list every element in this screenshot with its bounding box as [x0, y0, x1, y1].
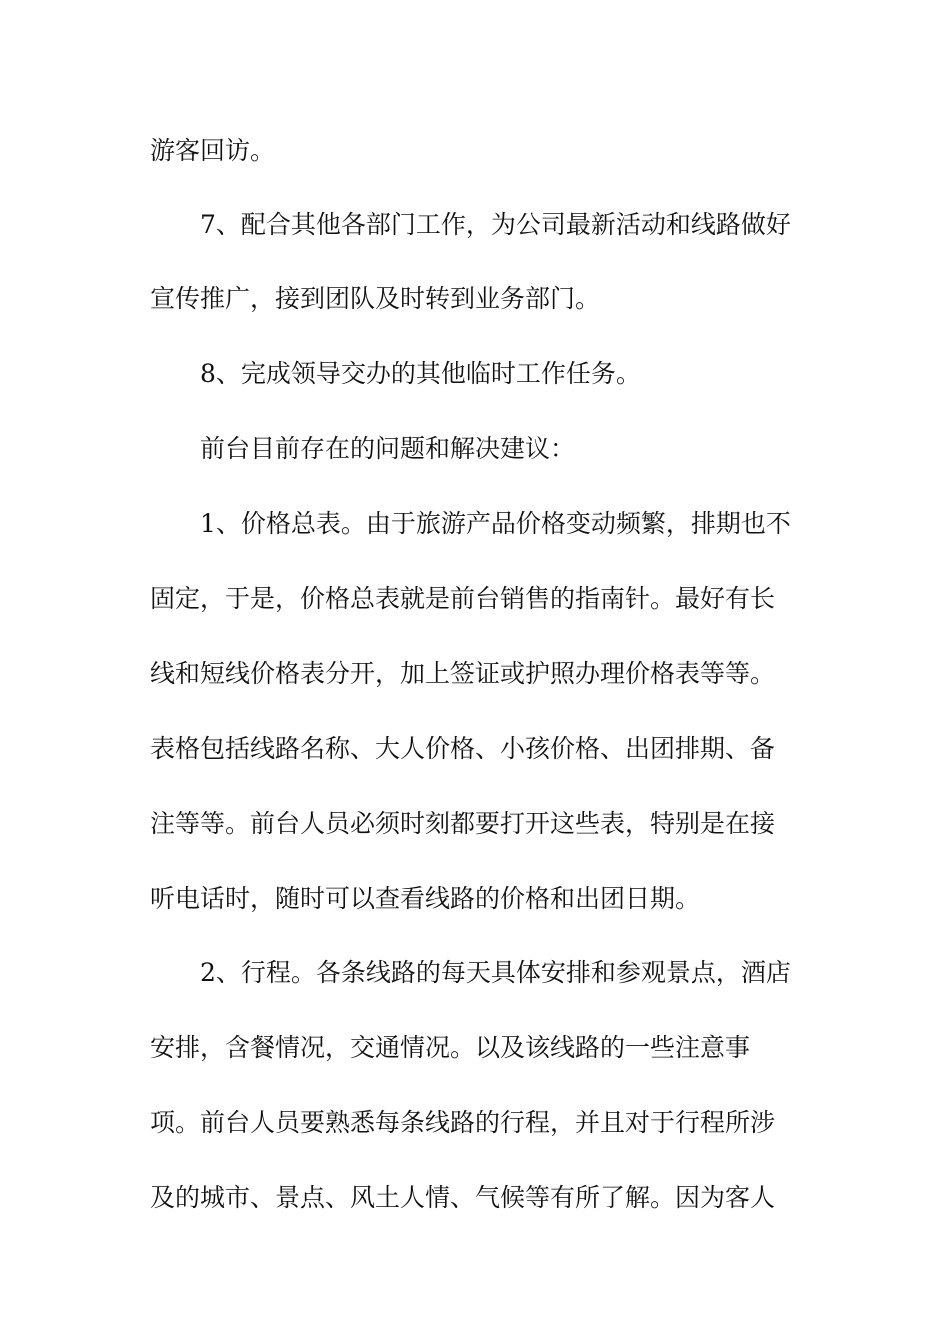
text-line: 线和短线价格表分开，加上签证或护照办理价格表等等。 [150, 659, 776, 688]
text-line: 前台目前存在的问题和解决建议： [200, 434, 576, 463]
text-line: 听电话时，随时可以查看线路的价格和出团日期。 [150, 884, 701, 913]
text-line: 游客回访。 [150, 136, 276, 165]
text-line: 安排，含餐情况，交通情况。以及该线路的一些注意事 [150, 1033, 751, 1062]
text-line: 表格包括线路名称、大人价格、小孩价格、出团排期、备 [150, 734, 776, 763]
text-line: 7、配合其他各部门工作，为公司最新活动和线路做好 [200, 210, 791, 239]
text-line: 2、行程。各条线路的每天具体安排和参观景点，酒店 [200, 958, 791, 987]
text-line: 固定，于是，价格总表就是前台销售的指南针。最好有长 [150, 584, 776, 613]
text-line: 宣传推广，接到团队及时转到业务部门。 [150, 284, 601, 313]
text-line: 及的城市、景点、风土人情、气候等有所了解。因为客人 [150, 1183, 776, 1212]
text-line: 8、完成领导交办的其他临时工作任务。 [200, 359, 641, 388]
text-line: 注等等。前台人员必须时刻都要打开这些表，特别是在接 [150, 809, 776, 838]
text-line: 1、价格总表。由于旅游产品价格变动频繁，排期也不 [200, 509, 791, 538]
text-line: 项。前台人员要熟悉每条线路的行程，并且对于行程所涉 [150, 1108, 776, 1137]
